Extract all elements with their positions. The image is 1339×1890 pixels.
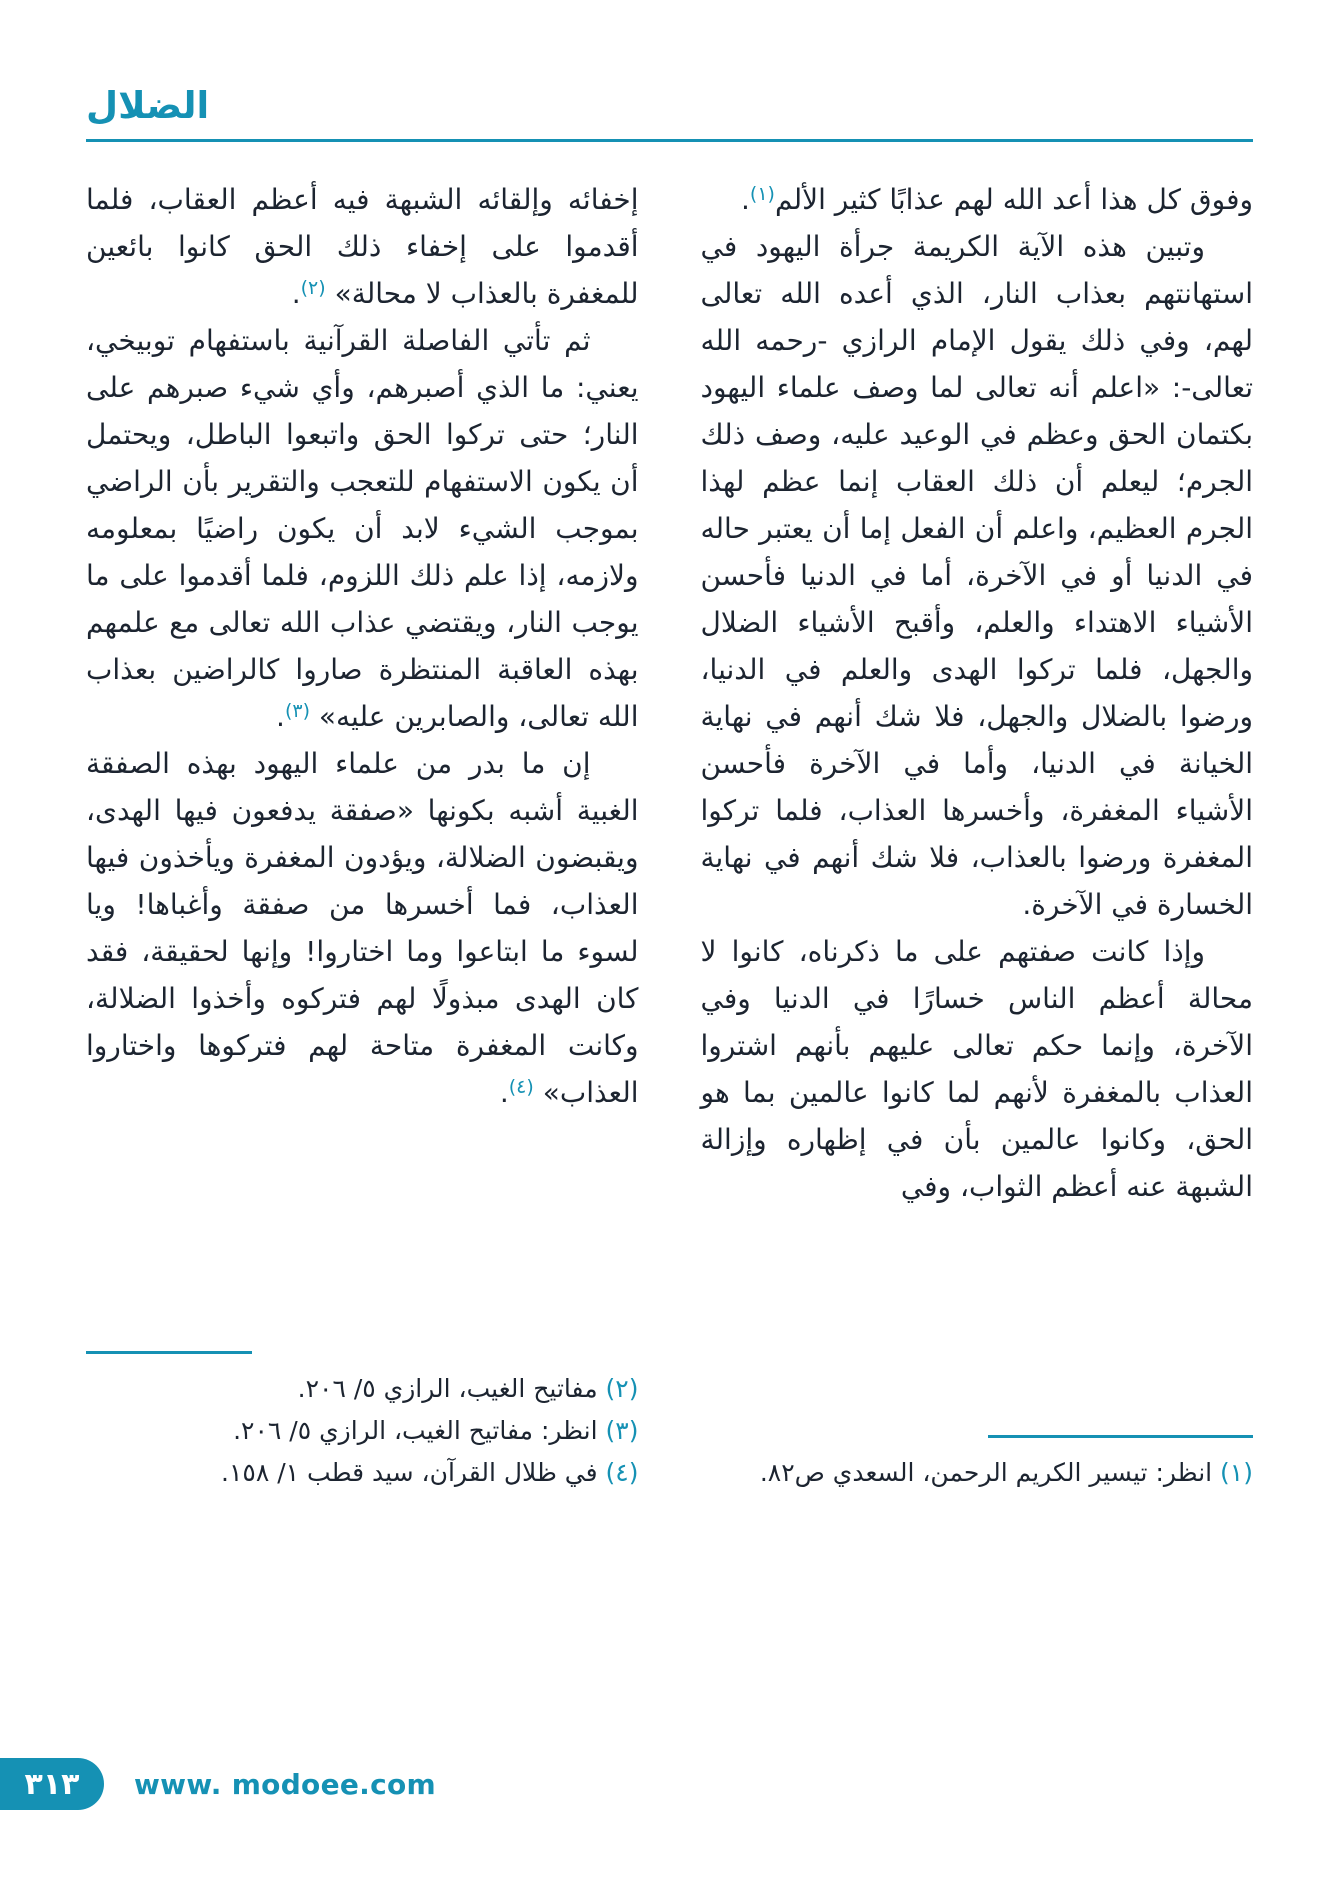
footnote-number: (٣): [597, 1416, 639, 1445]
footnote: [701, 1452, 1254, 1494]
paragraph: وفوق كل هذا أعد الله لهم عذابًا كثير الألم$^{(١)}$.: [741, 183, 1253, 216]
footnote: [86, 1368, 639, 1410]
column-left-paragraphs: [86, 176, 639, 1116]
footnote-divider: [988, 1435, 1253, 1438]
footnote-text: مفاتيح الغيب، الرازي ٥/ ٢٠٦.: [297, 1374, 598, 1403]
footnote-marker: (٣): [284, 700, 310, 722]
footnote: [86, 1410, 639, 1452]
page-footer: [0, 1758, 1339, 1810]
footnote-text: في ظلال القرآن، سيد قطب ١/ ١٥٨.: [221, 1458, 598, 1487]
column-right: [701, 176, 1254, 1494]
footnote-text: انظر: مفاتيح الغيب، الرازي ٥/ ٢٠٦.: [233, 1416, 598, 1445]
paragraph: إن ما بدر من علماء اليهود بهذه الصفقة الغبية أشبه بكونها «صفقة يدفعون فيها الهدى، ويقبضون الضلالة، ويؤدون المغفرة ويأخذون فيها العذاب، فما أخسرها من صفقة وأغباها! ويا لسوء ما ابتاعوا وما اختاروا! وإنها لحقيقة، فقد كان الهدى مبذولًا لهم فتركوه وأخذوا الضلالة، وكانت المغفرة متاحة لهم فتركوها واختاروا العذاب» $^{(٤)}$.: [86, 747, 639, 1109]
footnote-marker: (٤): [508, 1076, 534, 1098]
paragraph: وإذا كانت صفتهم على ما ذكرناه، كانوا لا محالة أعظم الناس خسارًا في الدنيا وفي الآخرة، وإنما حكم تعالى عليهم بأنهم اشتروا العذاب بالمغفرة لأنهم لما كانوا عالمين بما هو الحق، وكانوا عالمين بأن في إظهاره وإزالة الشبهة عنه أعظم الثواب، وفي: [700, 935, 1253, 1203]
footnote-text: انظر: تيسير الكريم الرحمن، السعدي ص٨٢.: [759, 1458, 1213, 1487]
column-right-paragraphs: [701, 176, 1254, 1210]
paragraph: إخفائه وإلقائه الشبهة فيه أعظم العقاب، فلما أقدموا على إخفاء ذلك الحق كانوا بائعين للمغفرة بالعذاب لا محالة» $^{(٢)}$.: [86, 183, 639, 310]
text-columns: [86, 176, 1253, 1494]
column-left: [86, 176, 639, 1494]
page-header: [86, 84, 1253, 142]
footnote-marker: (٢): [300, 277, 326, 299]
footnote-number: (١): [1212, 1458, 1253, 1487]
section-title: الضلال: [86, 84, 210, 127]
footnote-divider: [86, 1351, 252, 1354]
footnote-number: (٢): [597, 1374, 639, 1403]
footnote-list: [701, 1452, 1254, 1494]
header-divider: [86, 139, 1253, 142]
paragraph: وتبين هذه الآية الكريمة جرأة اليهود في استهانتهم بعذاب النار، الذي أعده الله تعالى لهم، وفي ذلك يقول الإمام الرازي -رحمه الله تعالى-: «اعلم أنه تعالى لما وصف علماء اليهود بكتمان الحق وعظم في الوعيد عليه، وصف ذلك الجرم؛ ليعلم أن ذلك العقاب إنما عظم لهذا الجرم العظيم، واعلم أن الفعل إما أن يعتبر حاله في الدنيا أو في الآخرة، أما في الدنيا فأحسن الأشياء الاهتداء والعلم، وأقبح الأشياء الضلال والجهل، فلما تركوا الهدى والعلم في الدنيا، ورضوا بالضلال والجهل، فلا شك أنهم في نهاية الخيانة في الدنيا، وأما في الآخرة فأحسن الأشياء المغفرة، وأخسرها العذاب، فلما تركوا المغفرة ورضوا بالعذاب، فلا شك أنهم في نهاية الخسارة في الآخرة.: [700, 230, 1253, 921]
paragraph: ثم تأتي الفاصلة القرآنية باستفهام توبيخي، يعني: ما الذي أصبرهم، وأي شيء صبرهم على النار؛ حتى تركوا الحق واتبعوا الباطل، ويحتمل أن يكون الاستفهام للتعجب والتقرير بأن الراضي بموجب الشيء لابد أن يكون راضيًا بمعلومه ولازمه، إذا علم ذلك اللزوم، فلما أقدموا على ما يوجب النار، ويقتضي عذاب الله تعالى مع علمهم بهذه العاقبة المنتظرة صاروا كالراضين بعذاب الله تعالى، والصابرين عليه» $^{(٣)}$.: [86, 324, 639, 733]
website-url: www. modoee.com: [134, 1767, 437, 1801]
footnote-list: [86, 1368, 639, 1494]
footnote-marker: (١): [749, 183, 775, 205]
footnote: [86, 1452, 639, 1494]
footnotes-left: [86, 1343, 639, 1494]
page-number-badge: [0, 1758, 104, 1810]
page-number: ٣١٣: [24, 1766, 80, 1802]
footnote-number: (٤): [597, 1458, 639, 1487]
footnotes-right: [701, 1427, 1254, 1494]
